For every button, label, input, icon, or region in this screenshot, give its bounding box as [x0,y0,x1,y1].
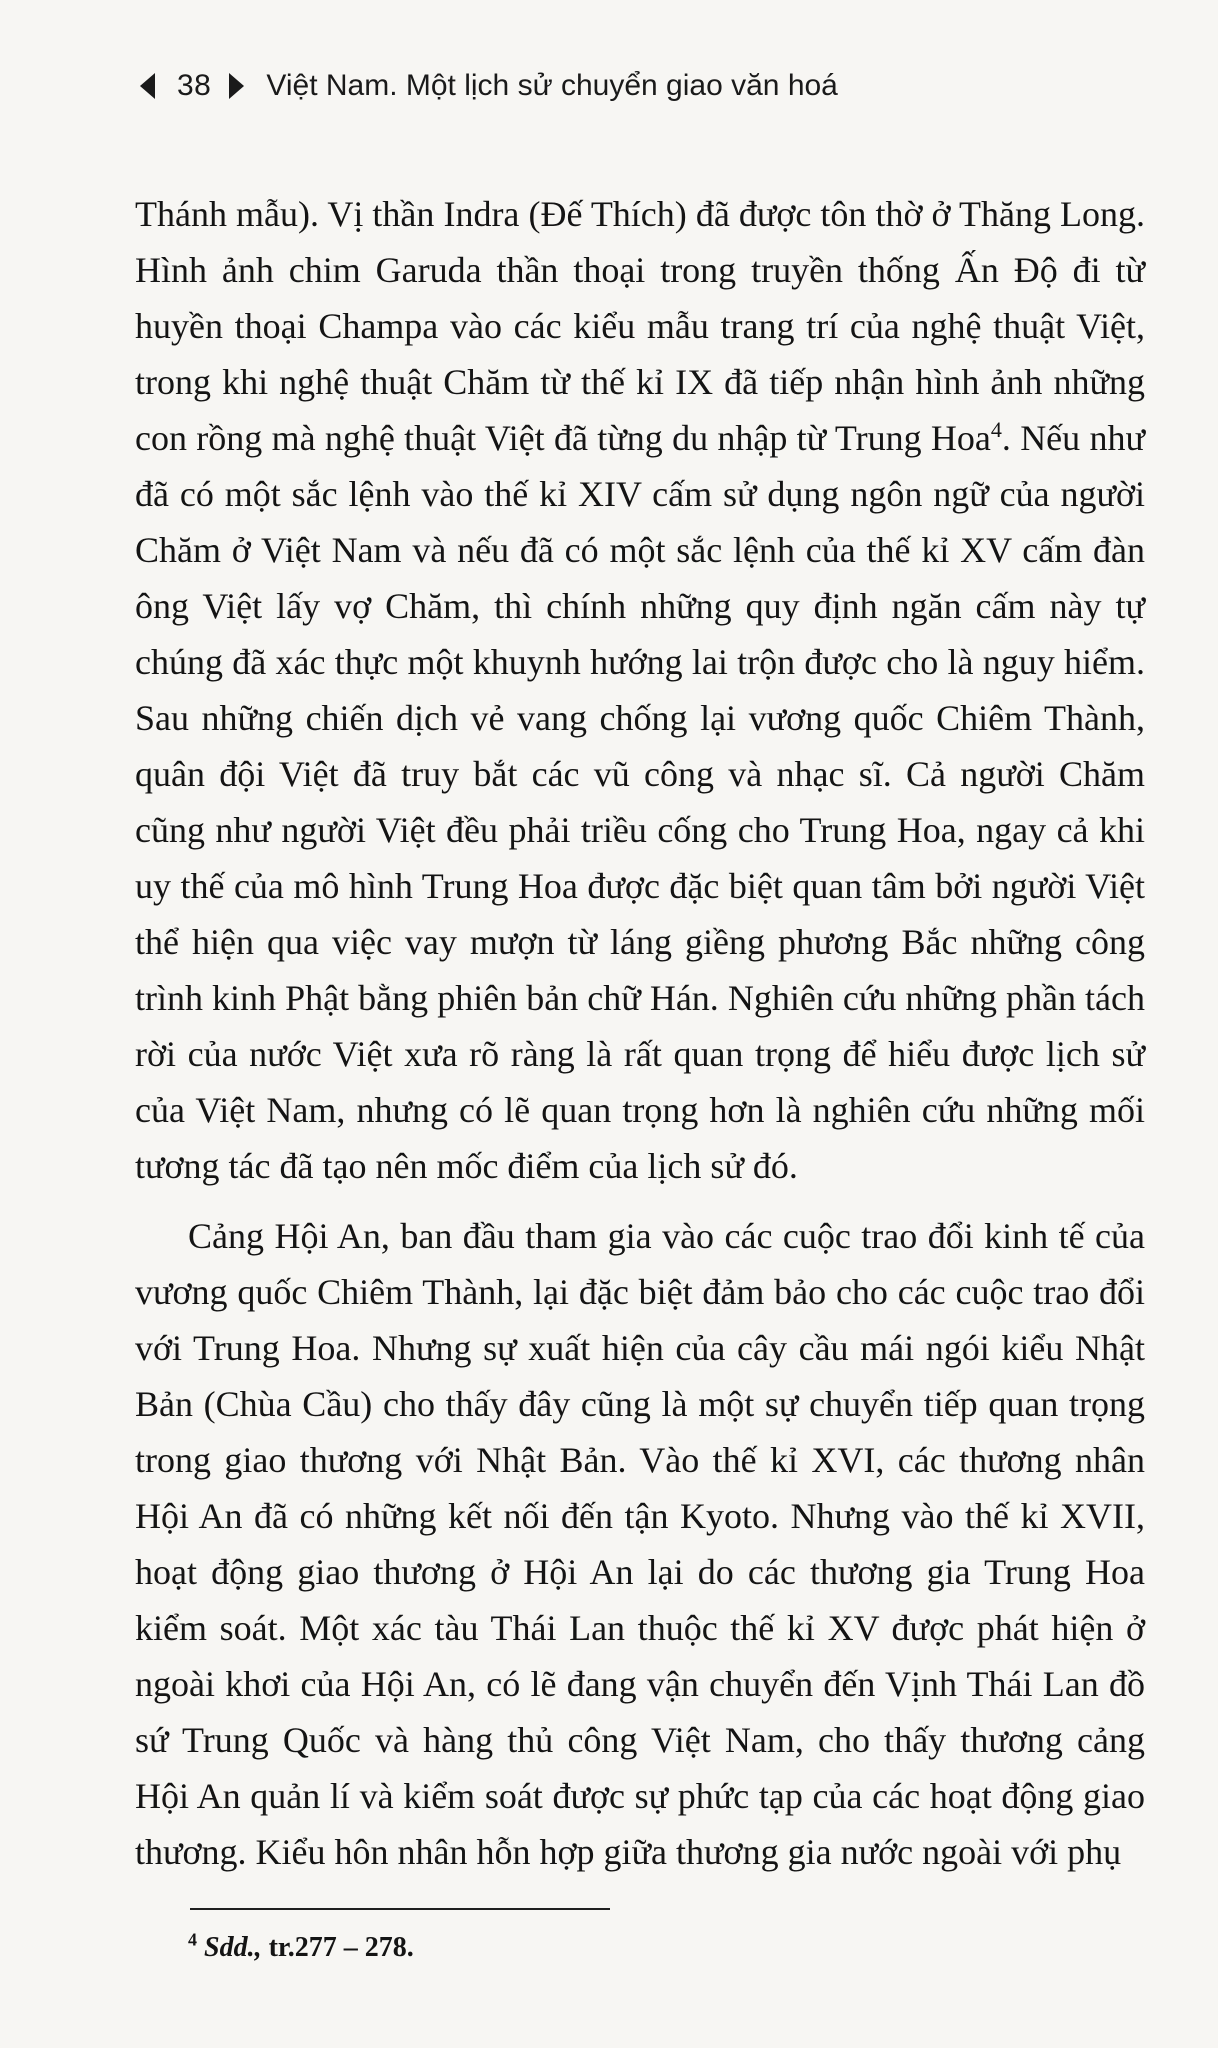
footnote-divider [190,1908,610,1910]
next-page-triangle-icon [229,73,244,99]
previous-page-triangle-icon [140,73,155,99]
body-text [135,186,1145,1880]
page-header [140,58,838,114]
paragraph-1 [135,186,1145,1194]
footnote-reference-4: 4 [990,417,1002,442]
paragraph-1-text: Thánh mẫu). Vị thần Indra (Đế Thích) đã được tôn thờ ở Thăng Long. Hình ảnh chim Garuda thần thoại trong truyền thống Ấn Độ đi từ huyền thoại Champa vào các kiểu mẫu trang trí của nghệ thuật Việt, trong khi nghệ thuật Chăm từ thế kỉ IX đã tiếp nhận hình ảnh những con rồng mà nghệ thuật Việt đã từng du nhập từ Trung Hoa [135,194,1145,458]
footnote-source: Sdd., [204,1932,262,1963]
paragraph-1-continued: . Nếu như đã có một sắc lệnh vào thế kỉ XIV cấm sử dụng ngôn ngữ của người Chăm ở Việt Nam và nếu đã có một sắc lệnh của thế kỉ XV cấm đàn ông Việt lấy vợ Chăm, thì chính những quy định ngăn cấm này tự chúng đã xác thực một khuynh hướng lai trộn được cho là nguy hiểm. Sau những chiến dịch vẻ vang chống lại vương quốc Chiêm Thành, quân đội Việt đã truy bắt các vũ công và nhạc sĩ. Cả người Chăm cũng như người Việt đều phải triều cống cho Trung Hoa, ngay cả khi uy thế của mô hình Trung Hoa được đặc biệt quan tâm bởi người Việt thể hiện qua việc vay mượn từ láng giềng phương Bắc những công trình kinh Phật bằng phiên bản chữ Hán. Nghiên cứu những phần tách rời của nước Việt xưa rõ ràng là rất quan trọng để hiểu được lịch sử của Việt Nam, nhưng có lẽ quan trọng hơn là nghiên cứu những mối tương tác đã tạo nên mốc điểm của lịch sử đó. [135,418,1145,1186]
running-title: Việt Nam. Một lịch sử chuyển giao văn hoá [266,69,838,102]
page-number: 38 [177,69,212,102]
footnote-pages: tr.277 – 278. [261,1932,414,1963]
paragraph-2: Cảng Hội An, ban đầu tham gia vào các cuộc trao đổi kinh tế của vương quốc Chiêm Thành, lại đặc biệt đảm bảo cho các cuộc trao đổi với Trung Hoa. Nhưng sự xuất hiện của cây cầu mái ngói kiểu Nhật Bản (Chùa Cầu) cho thấy đây cũng là một sự chuyển tiếp quan trọng trong giao thương với Nhật Bản. Vào thế kỉ XVI, các thương nhân Hội An đã có những kết nối đến tận Kyoto. Nhưng vào thế kỉ XVII, hoạt động giao thương ở Hội An lại do các thương gia Trung Hoa kiểm soát. Một xác tàu Thái Lan thuộc thế kỉ XV được phát hiện ở ngoài khơi của Hội An, có lẽ đang vận chuyển đến Vịnh Thái Lan đồ sứ Trung Quốc và hàng thủ công Việt Nam, cho thấy thương cảng Hội An quản lí và kiểm soát được sự phức tạp của các hoạt động giao thương. Kiểu hôn nhân hỗn hợp giữa thương gia nước ngoài với phụ [135,1216,1145,1872]
footnote-4 [188,1929,414,1964]
footnote-mark: 4 [188,1929,197,1950]
